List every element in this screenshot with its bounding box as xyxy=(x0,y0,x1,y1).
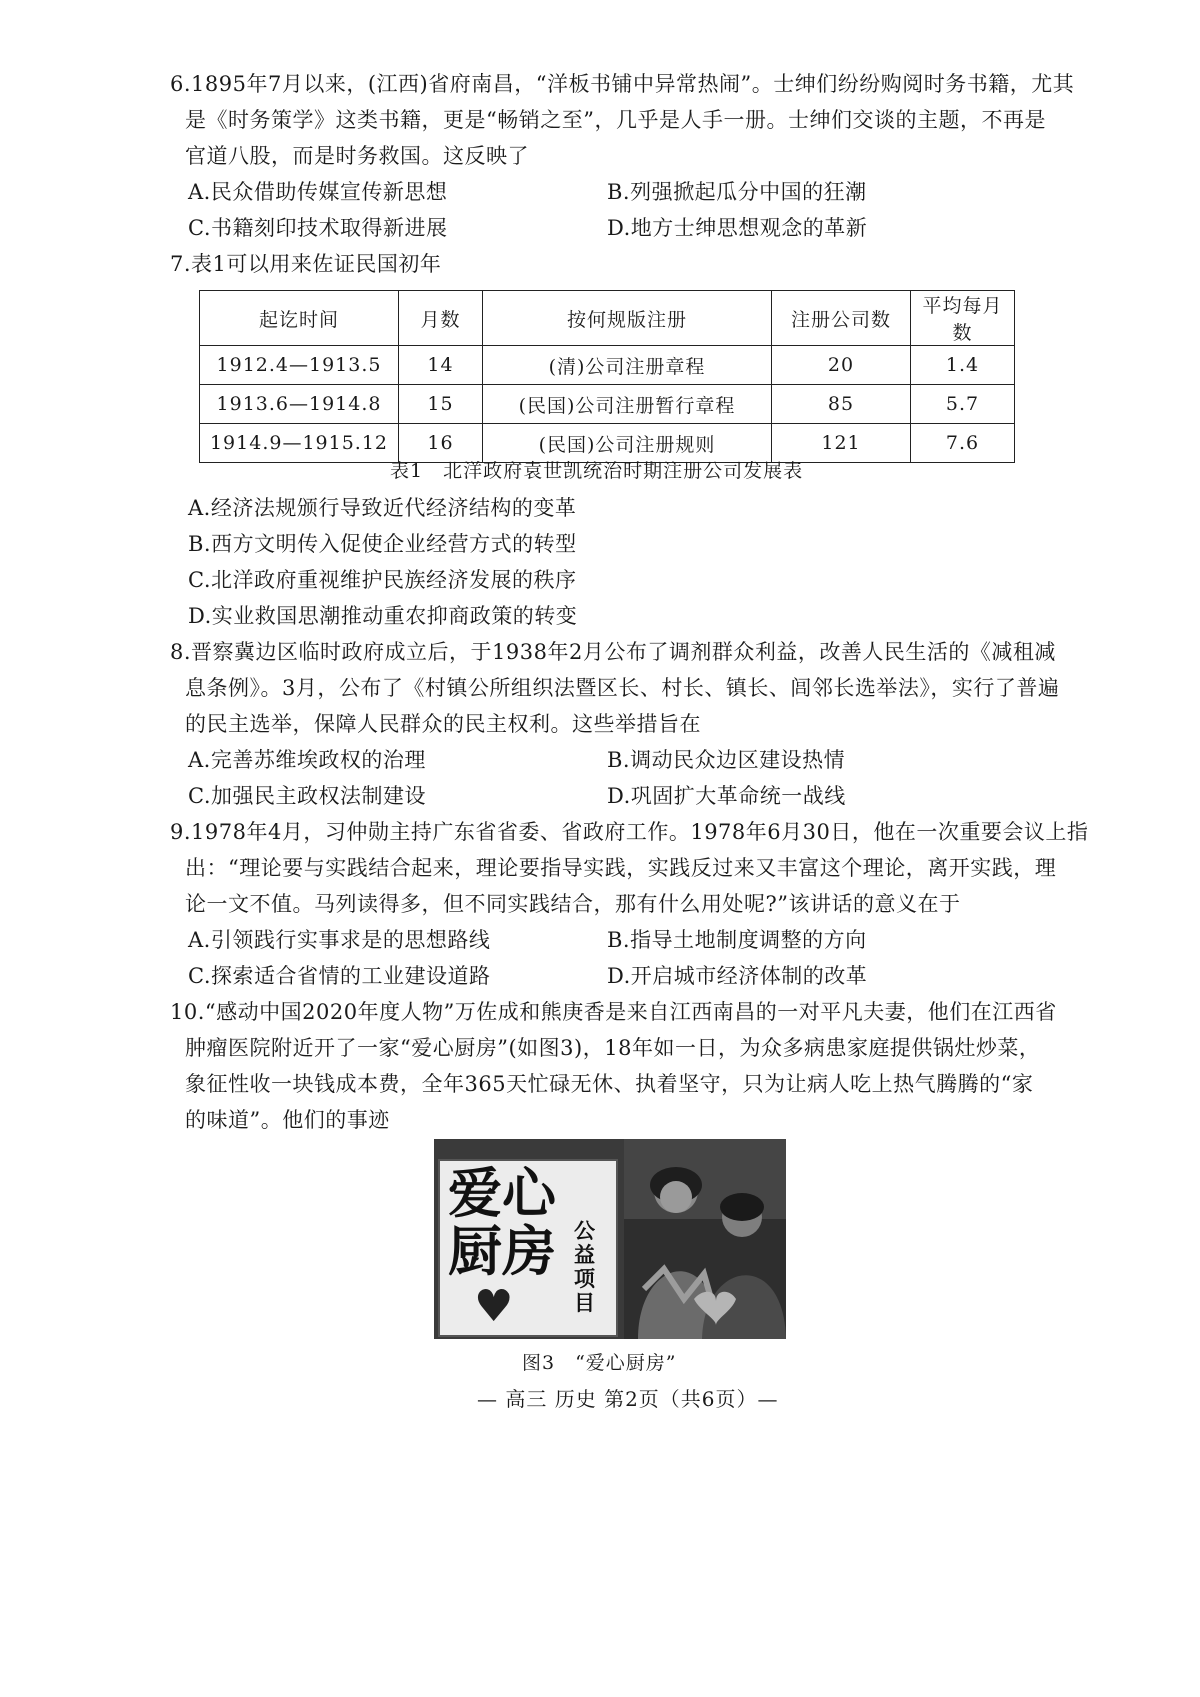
table-cell: (民国)公司注册暂行章程 xyxy=(483,385,772,424)
table-header-row xyxy=(200,291,1015,346)
q8-option-b: B.调动民众边区建设热情 xyxy=(607,748,846,772)
q6-stem-line-3: 官道八股，而是时务救国。这反映了 xyxy=(185,144,529,168)
q7-stem: 7.表1可以用来佐证民国初年 xyxy=(170,252,442,276)
table-cell: 121 xyxy=(772,424,911,463)
table-row xyxy=(200,346,1015,385)
q7-option-a: A.经济法规颁行导致近代经济结构的变革 xyxy=(188,496,577,520)
table-cell: 16 xyxy=(399,424,483,463)
q9-stem-line-3: 论一文不值。马列读得多，但不同实践结合，那有什么用处呢?”该讲话的意义在于 xyxy=(185,892,961,916)
table-cell: 15 xyxy=(399,385,483,424)
q6-option-b: B.列强掀起瓜分中国的狂潮 xyxy=(607,180,867,204)
q6-option-c: C.书籍刻印技术取得新进展 xyxy=(188,216,448,240)
table-cell: 5.7 xyxy=(911,385,1015,424)
registration-table xyxy=(199,290,1015,463)
figure-caption: 图3 “爱心厨房” xyxy=(522,1352,677,1374)
q8-option-d: D.巩固扩大革命统一战线 xyxy=(607,784,846,808)
q9-stem-line-2: 出：“理论要与实践结合起来，理论要指导实践，实践反过来又丰富这个理论，离开实践，理 xyxy=(185,856,1057,880)
table-cell: 20 xyxy=(772,346,911,385)
table-cell: 1913.6—1914.8 xyxy=(200,385,399,424)
q8-option-c: C.加强民主政权法制建设 xyxy=(188,784,426,808)
table-caption: 表1 北洋政府袁世凯统治时期注册公司发展表 xyxy=(390,460,804,482)
q8-stem-line-3: 的民主选举，保障人民群众的民主权利。这些举措旨在 xyxy=(185,712,701,736)
q8-stem-line-2: 息条例》。3月，公布了《村镇公所组织法暨区长、村长、镇长、闾邻长选举法》，实行了普遍 xyxy=(185,676,1060,700)
page-footer: — 高三 历史 第2页（共6页）— xyxy=(477,1387,779,1411)
table-cell: 1912.4—1913.5 xyxy=(200,346,399,385)
love-kitchen-sign xyxy=(438,1159,618,1337)
q6-stem-line-1: 6.1895年7月以来，(江西)省府南昌，“洋板书铺中异常热闹”。士绅们纷纷购阅时务书籍，尤其 xyxy=(170,72,1075,96)
table-header: 起讫时间 xyxy=(200,291,399,346)
table-header: 注册公司数 xyxy=(772,291,911,346)
table-header: 平均每月数 xyxy=(911,291,1015,346)
love-kitchen-photo xyxy=(434,1139,786,1339)
q9-option-a: A.引领践行实事求是的思想路线 xyxy=(188,928,491,952)
table-cell: 1.4 xyxy=(911,346,1015,385)
q10-stem-line-2: 肿瘤医院附近开了一家“爱心厨房”(如图3)，18年如一日，为众多病患家庭提供锅灶炒菜， xyxy=(185,1036,1041,1060)
q9-option-d: D.开启城市经济体制的改革 xyxy=(607,964,868,988)
table-cell: 1914.9—1915.12 xyxy=(200,424,399,463)
q7-option-c: C.北洋政府重视维护民族经济发展的秩序 xyxy=(188,568,577,592)
q6-option-a: A.民众借助传媒宣传新思想 xyxy=(188,180,448,204)
table-header: 按何规版注册 xyxy=(483,291,772,346)
table-cell: (清)公司注册章程 xyxy=(483,346,772,385)
q10-stem-line-3: 象征性收一块钱成本费，全年365天忙碌无休、执着坚守，只为让病人吃上热气腾腾的“家 xyxy=(185,1072,1034,1096)
table-cell: 14 xyxy=(399,346,483,385)
q9-option-b: B.指导土地制度调整的方向 xyxy=(607,928,867,952)
q6-stem-line-2: 是《时务策学》这类书籍，更是“畅销之至”，几乎是人手一册。士绅们交谈的主题，不再是 xyxy=(185,108,1046,132)
q9-option-c: C.探索适合省情的工业建设道路 xyxy=(188,964,491,988)
sign-text-line-1: 爱心 xyxy=(448,1162,556,1225)
table-row xyxy=(200,385,1015,424)
table-cell: (民国)公司注册规则 xyxy=(483,424,772,463)
q6-option-d: D.地方士绅思想观念的革新 xyxy=(607,216,868,240)
sign-text-line-2: 厨房 xyxy=(448,1220,556,1283)
q8-stem-line-1: 8.晋察冀边区临时政府成立后，于1938年2月公布了调剂群众利益，改善人民生活的《减租减 xyxy=(170,640,1056,664)
table-header: 月数 xyxy=(399,291,483,346)
table-cell: 7.6 xyxy=(911,424,1015,463)
q9-stem-line-1: 9.1978年4月，习仲勋主持广东省省委、省政府工作。1978年6月30日，他在一次重要会议上指 xyxy=(170,820,1089,844)
sign-vertical-text: 公益项目 xyxy=(574,1219,595,1315)
table-row xyxy=(200,424,1015,463)
q7-option-d: D.实业救国思潮推动重农抑商政策的转变 xyxy=(188,604,578,628)
table-cell: 85 xyxy=(772,385,911,424)
q10-stem-line-1: 10.“感动中国2020年度人物”万佐成和熊庚香是来自江西南昌的一对平凡夫妻，他们在江西省 xyxy=(170,1000,1057,1024)
q8-option-a: A.完善苏维埃政权的治理 xyxy=(188,748,426,772)
heart-icon: ♥ xyxy=(474,1281,514,1332)
q7-option-b: B.西方文明传入促使企业经营方式的转型 xyxy=(188,532,577,556)
q10-stem-line-4: 的味道”。他们的事迹 xyxy=(185,1108,390,1132)
couple-photo xyxy=(624,1139,786,1339)
